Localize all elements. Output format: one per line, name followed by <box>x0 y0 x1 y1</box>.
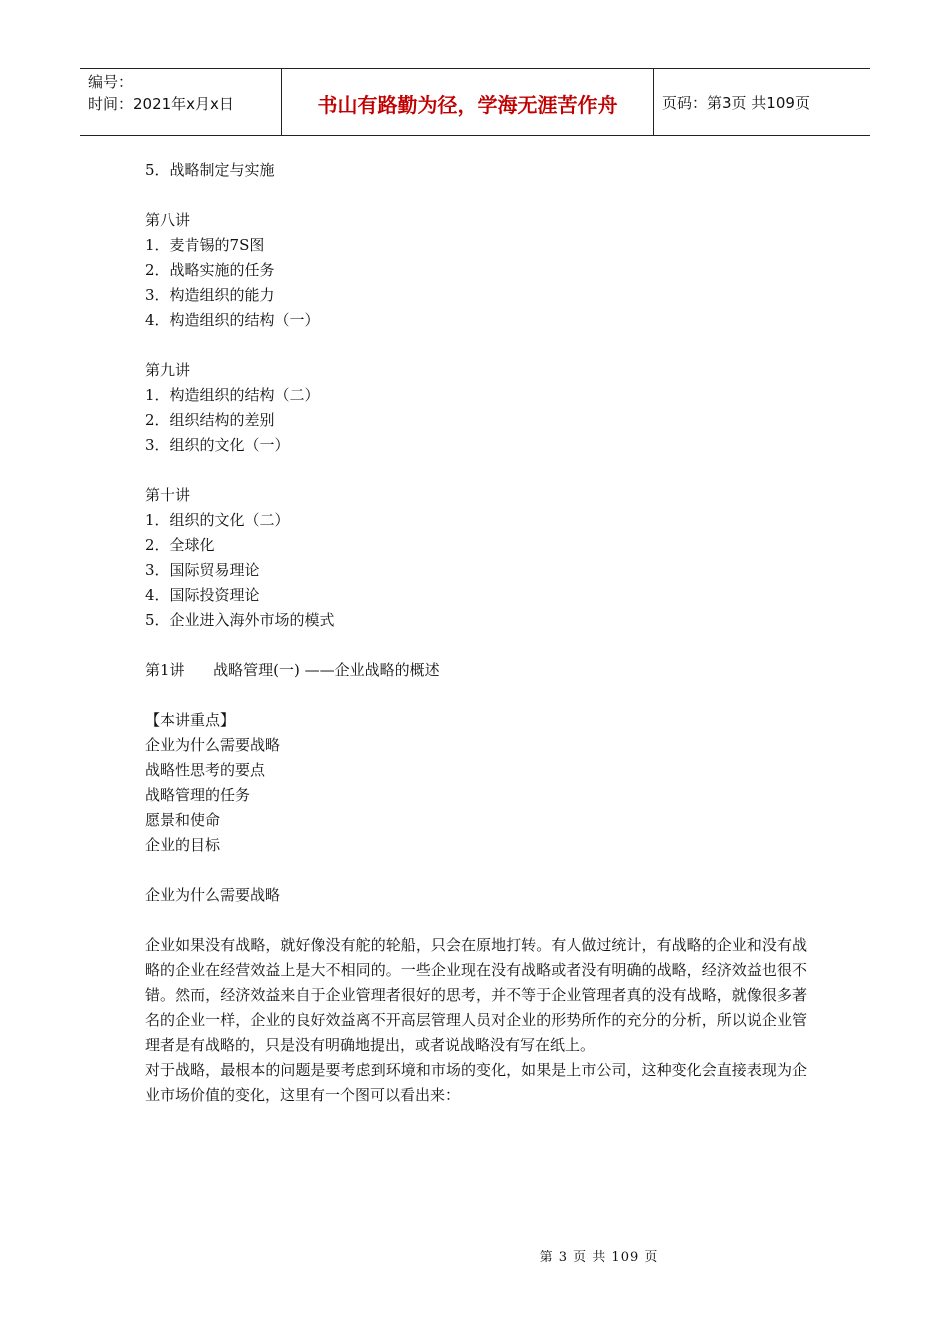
list-item: 3．组织的文化（一） <box>145 436 290 454</box>
focus-item: 企业的目标 <box>145 836 221 854</box>
lecture-heading: 第十讲 <box>145 486 191 504</box>
list-item: 3．构造组织的能力 <box>145 286 275 304</box>
page-footer: 第 3 页 共 109 页 <box>539 1250 659 1265</box>
focus-item: 战略管理的任务 <box>145 786 251 804</box>
list-item: 4．国际投资理论 <box>145 586 260 604</box>
number-label: 编号： <box>88 73 134 91</box>
paragraph: 对于战略，最根本的问题是要考虑到环境和市场的变化，如果是上市公司，这种变化会直接表现为企业市场价值的变化，这里有一个图可以看出来： <box>145 1061 807 1104</box>
lecture-heading: 第八讲 <box>145 211 191 229</box>
list-item: 4．构造组织的结构（一） <box>145 311 320 329</box>
focus-item: 战略性思考的要点 <box>145 761 266 779</box>
header-motto: 书山有路勤为径，学海无涯苦作舟 <box>282 69 654 135</box>
list-item: 1．构造组织的结构（二） <box>145 386 320 404</box>
lecture1-title: 第1讲 战略管理(一) ——企业战略的概述 <box>145 661 440 679</box>
header-page-info: 页码：第3页 共109页 <box>662 93 810 112</box>
lecture-heading: 第九讲 <box>145 361 191 379</box>
document-body <box>145 158 807 1108</box>
time-label: 时间：2021年x月x日 <box>88 95 234 113</box>
header-meta <box>80 69 282 135</box>
list-item: 2．全球化 <box>145 536 215 554</box>
section-heading: 企业为什么需要战略 <box>145 886 281 904</box>
list-item: 2．组织结构的差别 <box>145 411 275 429</box>
list-item: 3．国际贸易理论 <box>145 561 260 579</box>
paragraph: 企业如果没有战略，就好像没有舵的轮船，只会在原地打转。有人做过统计，有战略的企业和没有战略的企业在经营效益上是大不相同的。一些企业现在没有战略或者没有明确的战略，经济效益也很不错。然而，经济效益来自于企业管理者很好的思考，并不等于企业管理者真的没有战略，就像很多著名的企业一样，企业的良好效益离不开高层管理人员对企业的形势所作的充分的分析，所以说企业管理者是有战略的，只是没有明确地提出，或者说战略没有写在纸上。 <box>145 936 807 1054</box>
focus-heading: 【本讲重点】 <box>145 711 236 729</box>
page-header <box>80 68 870 136</box>
list-item: 1．组织的文化（二） <box>145 511 290 529</box>
list-item: 1．麦肯锡的7S图 <box>145 236 265 254</box>
list-item: 2．战略实施的任务 <box>145 261 275 279</box>
list-item: 5．战略制定与实施 <box>145 161 275 179</box>
focus-item: 企业为什么需要战略 <box>145 736 281 754</box>
list-item: 5．企业进入海外市场的模式 <box>145 611 335 629</box>
focus-item: 愿景和使命 <box>145 811 221 829</box>
